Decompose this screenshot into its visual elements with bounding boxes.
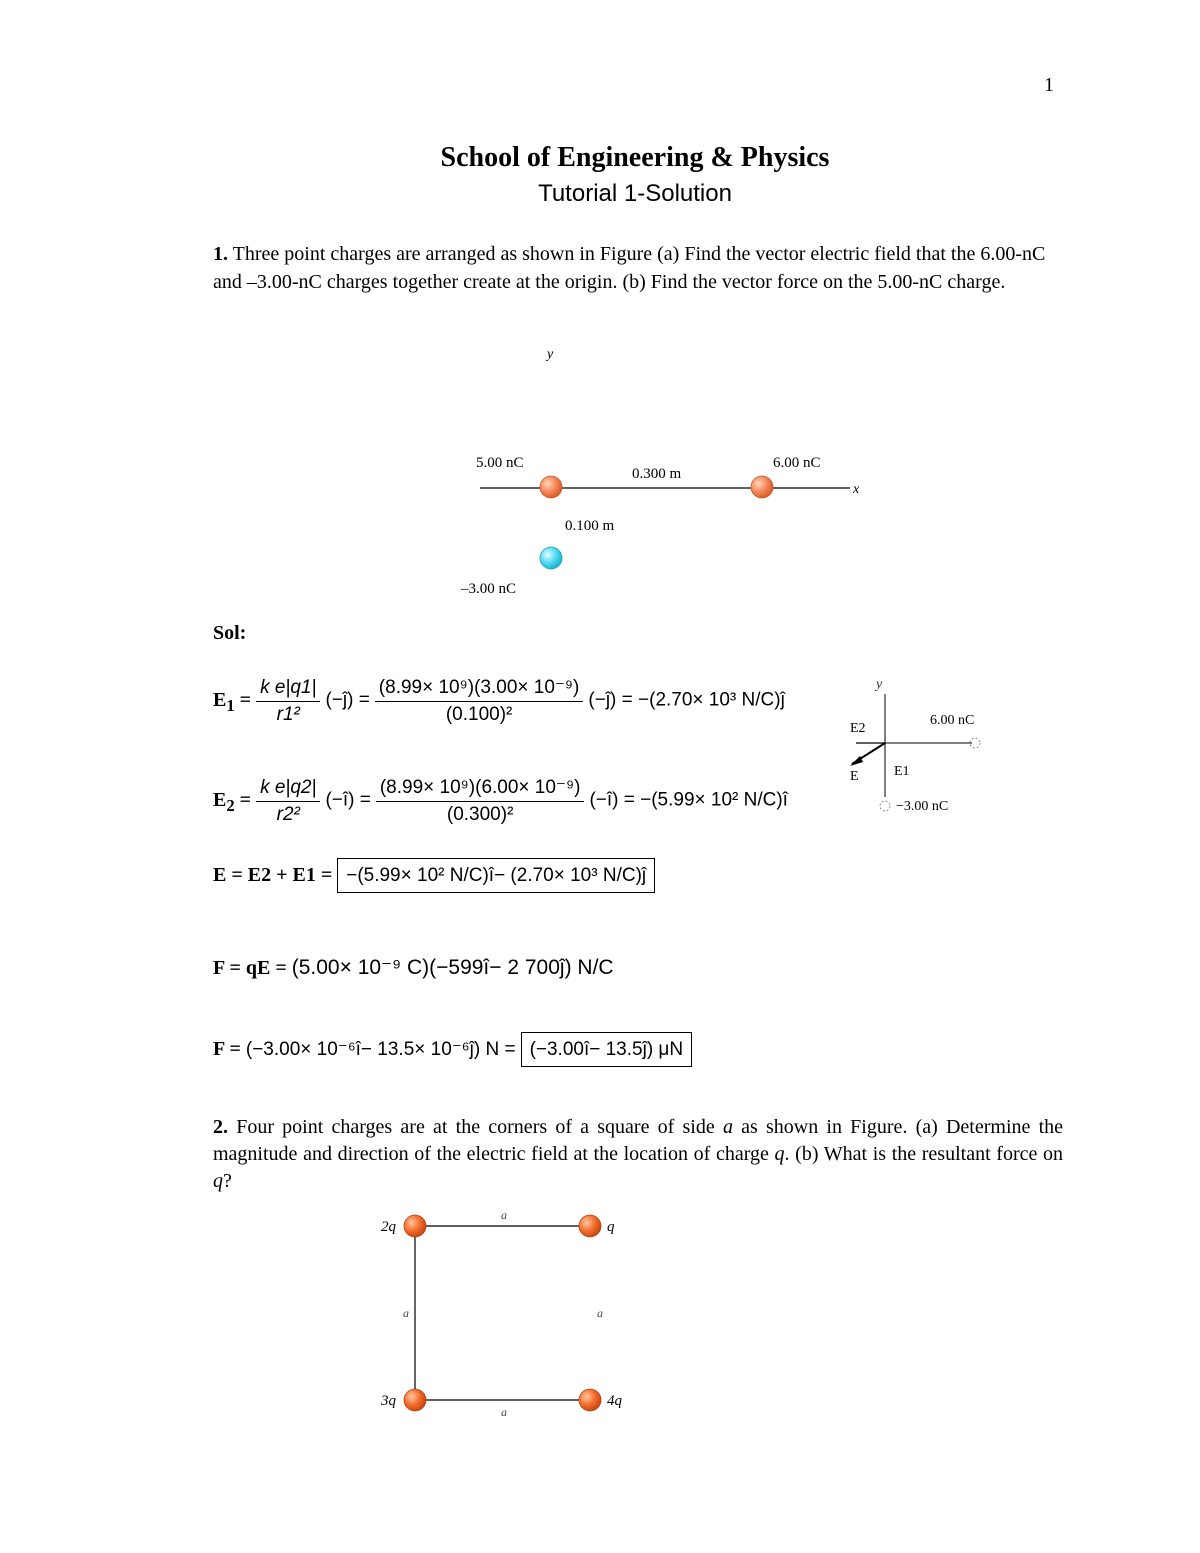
equation-force-2	[213, 1038, 692, 1061]
e1-fraction-numeric: $\frac{\text{(8.99× 10⁹)(3.00× 10⁻⁹)}}{\text{(0.100)²}}$	[375, 676, 584, 726]
question-2	[213, 1114, 1063, 1195]
label-minus-3nc: –3.00 nC	[461, 581, 517, 597]
document-title: School of Engineering & Physics	[440, 142, 830, 173]
question-1-number: 1.	[213, 243, 228, 265]
small-charge-minus-3nc	[880, 801, 890, 811]
e2-direction: (−î) =	[325, 789, 371, 811]
label-5nc: 5.00 nC	[476, 455, 524, 471]
question-2-text-b: as shown in Figure. (a) Determine the magnitude and direction of the electric field at the location of charge	[213, 1116, 1064, 1165]
small-e1-label: E1	[894, 764, 910, 779]
document-subtitle: Tutorial 1-Solution	[538, 180, 732, 207]
charge-6nc	[751, 476, 773, 498]
e-total-boxed-result: −(5.99× 10² N/C)î− (2.70× 10³ N/C)ĵ	[337, 858, 655, 893]
force-2-rhs: (−3.00× 10⁻⁶î− 13.5× 10⁻⁶ĵ) N =	[245, 1039, 516, 1060]
figure1-x-axis-label: x	[853, 482, 860, 497]
label-side-bottom: a	[501, 1405, 507, 1419]
charge-4q	[579, 1389, 601, 1411]
question-2-text-c: . (b) What is the resultant force on	[784, 1143, 1063, 1165]
small-minus-3nc-label: −3.00 nC	[896, 799, 949, 814]
e1-direction: (−ĵ) =	[325, 689, 370, 711]
label-2q: 2q	[381, 1219, 396, 1235]
small-e2-label: E2	[850, 721, 866, 736]
label-side-left: a	[403, 1306, 409, 1320]
label-q: q	[607, 1219, 615, 1235]
e1-fraction-symbolic: $\frac{\text{k e|q1|}}{\text{r1²}}$	[256, 677, 320, 726]
equation-e2	[213, 776, 788, 826]
question-2-var-q2: q	[213, 1170, 223, 1192]
square-charges-figure	[370, 1200, 640, 1440]
charge-q	[579, 1215, 601, 1237]
question-2-text-a: Four point charges are at the corners of a square of side	[236, 1116, 723, 1138]
label-6nc: 6.00 nC	[773, 455, 821, 471]
e1-result: (−ĵ) = −(2.70× 10³ N/C)ĵ	[588, 689, 785, 711]
question-1-text: Three point charges are arranged as shown in Figure (a) Find the vector electric field that the 6.00-nC and –3.00-nC charges together create at the origin. (b) Find the vector force on the 5.00-nC charge.	[213, 243, 1046, 293]
e2-result: (−î) = −(5.99× 10² N/C)î	[589, 789, 788, 811]
force-1-rhs: (5.00× 10⁻⁹ C)(−599î− 2 700ĵ) N/C	[291, 956, 614, 979]
charge-3q	[404, 1389, 426, 1411]
page-number: 1	[1044, 74, 1054, 96]
e1-lhs: $E_1$ =	[213, 688, 252, 715]
equation-e1	[213, 676, 785, 726]
charge-5nc	[540, 476, 562, 498]
e2-fraction-symbolic: $\frac{\text{k e|q2|}}{\text{r2²}}$	[256, 777, 320, 826]
e2-fraction-numeric: $\frac{\text{(8.99× 10⁹)(6.00× 10⁻⁹)}}{\text{(0.300)²}}$	[376, 776, 585, 826]
label-side-top: a	[501, 1208, 507, 1222]
small-y-axis-label: y	[876, 677, 883, 692]
label-3q: 3q	[381, 1393, 396, 1409]
label-4q: 4q	[607, 1393, 622, 1409]
force-2-boxed-result: (−3.00î− 13.5ĵ) μN	[521, 1032, 693, 1067]
question-1	[213, 240, 1063, 296]
e-total-lhs: E = E2 + E1 =	[213, 864, 333, 886]
charge-minus-3nc	[540, 547, 562, 569]
label-0100m: 0.100 m	[565, 518, 615, 534]
small-6nc-label: 6.00 nC	[930, 713, 975, 728]
label-0300m: 0.300 m	[632, 466, 682, 482]
charge-2q	[404, 1215, 426, 1237]
field-vector-diagram	[840, 672, 1020, 832]
force-2-lhs: F =	[213, 1038, 241, 1060]
label-side-right: a	[597, 1306, 603, 1320]
solution-label: Sol:	[213, 622, 247, 644]
force-1-lhs: F = qE =	[213, 957, 287, 979]
question-2-number: 2.	[213, 1116, 228, 1138]
question-2-var-a: a	[722, 1116, 733, 1138]
charge-arrangement-figure	[440, 340, 900, 610]
e2-lhs: $E_2$ =	[213, 788, 252, 815]
figure1-y-axis-label: y	[547, 347, 554, 362]
equation-e-total	[213, 864, 655, 887]
equation-force-1	[213, 955, 614, 980]
small-e-label: E	[850, 769, 859, 784]
question-2-var-q: q	[774, 1143, 785, 1165]
question-2-text-d: ?	[223, 1170, 232, 1192]
